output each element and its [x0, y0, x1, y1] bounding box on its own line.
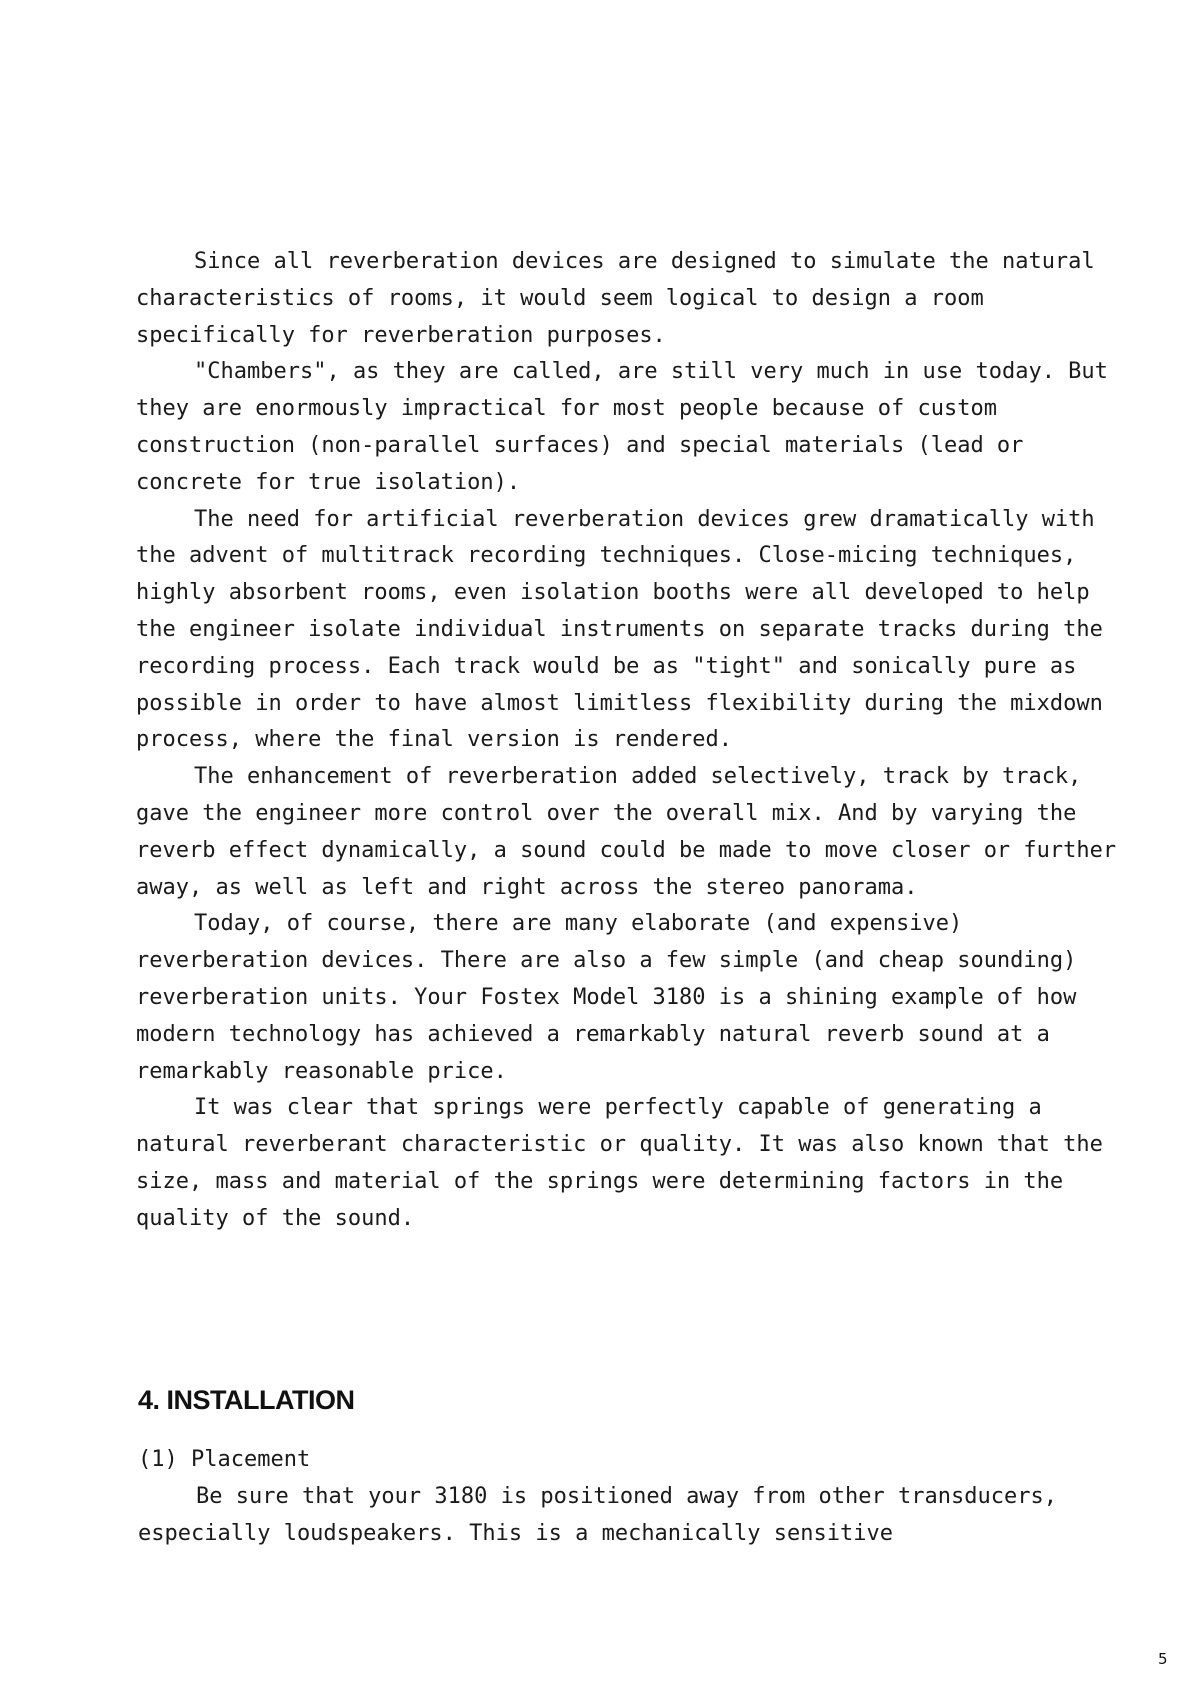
installation-section	[138, 1384, 1138, 1552]
subsection-heading: (1) Placement	[138, 1447, 311, 1472]
page-number: 5	[1158, 1650, 1168, 1668]
paragraph-reverb-rooms: Since all reverberation devices are designed to simulate the natural characteristics of rooms, it would seem logical to design a room specifically for reverberation purposes.	[136, 249, 1095, 348]
body-text	[136, 244, 1136, 1238]
paragraph-enhancement: The enhancement of reverberation added selectively, track by track, gave the engineer more control over the overall mix. And by varying the reverb effect dynamically, a sound could be made to move closer or further away, as well as left and right across the stereo panorama.	[136, 764, 1117, 900]
paragraph-today: Today, of course, there are many elaborate (and expensive) reverberation devices. There are also a few simple (and cheap sounding) reverberation units. Your Fostex Model 3180 is a shining example of how modern technology has achieved a remarkably natural reverb sound at a remarkably reasonable price.	[136, 911, 1077, 1084]
placement-text: Be sure that your 3180 is positioned away from other transducers, especially loudspeakers. This is a mechanically sensitive	[138, 1483, 1057, 1546]
paragraph-chambers: "Chambers", as they are called, are still very much in use today. But they are enormously impractical for most people because of custom construction (non-parallel surfaces) and special materials (lead or concrete for true isolation).	[136, 359, 1108, 495]
placement-subsection	[138, 1442, 1138, 1552]
paragraph-multitrack: The need for artificial reverberation devices grew dramatically with the advent of multitrack recording techniques. Close-micing techniques, highly absorbent rooms, even isolation booths were all developed to help the engineer isolate individual instruments on separate tracks during the recording process. Each track would be as "tight" and sonically pure as possible in order to have almost limitless flexibility during the mixdown process, where the final version is rendered.	[136, 506, 1103, 753]
section-heading: 4. INSTALLATION	[138, 1385, 355, 1415]
paragraph-springs: It was clear that springs were perfectly capable of generating a natural reverberant characteristic or quality. It was also known that the size, mass and material of the springs were determining factors in the quality of the sound.	[136, 1095, 1103, 1231]
